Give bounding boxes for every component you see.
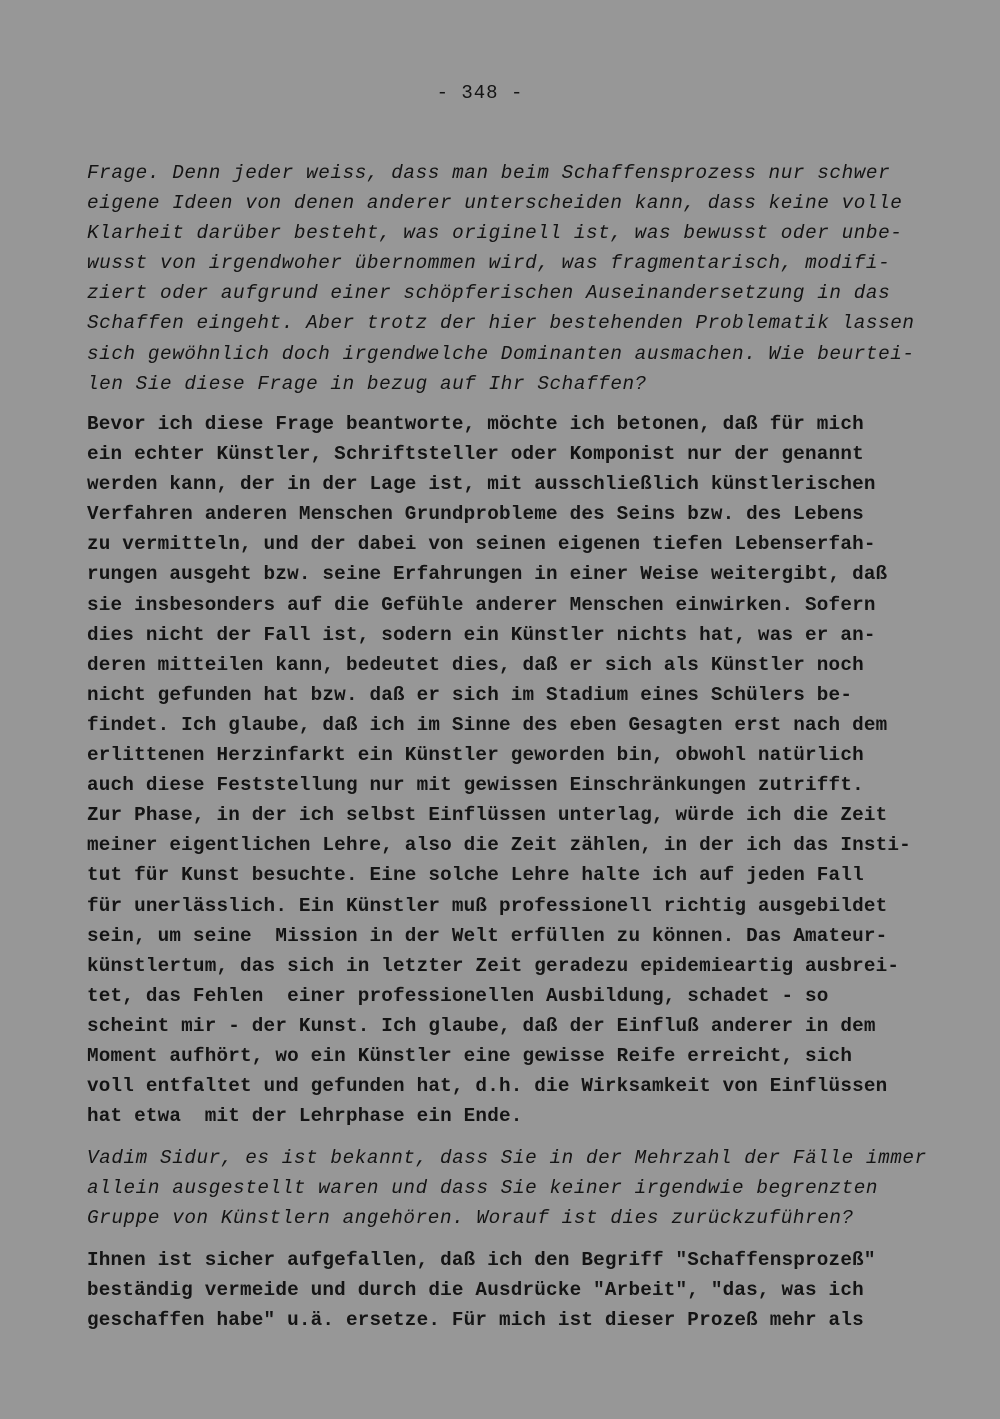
text-line: auch diese Feststellung nur mit gewissen Einschränkungen zutrifft. xyxy=(87,774,864,797)
text-line: werden kann, der in der Lage ist, mit ausschließlich künstlerischen xyxy=(87,473,876,496)
text-line: Gruppe von Künstlern angehören. Worauf ist dies zurückzuführen? xyxy=(87,1207,854,1230)
text-line: beständig vermeide und durch die Ausdrücke "Arbeit", "das, was ich xyxy=(87,1279,864,1302)
text-line: Moment aufhört, wo ein Künstler eine gewisse Reife erreicht, sich xyxy=(87,1044,853,1067)
answer-paragraph xyxy=(87,409,917,1131)
text-line: zu vermitteln, und der dabei von seinen eigenen tiefen Lebenserfah- xyxy=(87,533,876,556)
text-line: ziert oder aufgrund einer schöpferischen Auseinandersetzung in das xyxy=(87,282,891,305)
text-line: tet, das Fehlen einer professionellen Ausbildung, schadet - so xyxy=(87,984,829,1007)
answer-paragraph xyxy=(87,1245,917,1335)
text-line: hat etwa mit der Lehrphase ein Ende. xyxy=(87,1105,523,1128)
text-line: scheint mir - der Kunst. Ich glaube, daß der Einfluß anderer in dem xyxy=(87,1014,876,1037)
text-line: Frage. Denn jeder weiss, dass man beim Schaffensprozess nur schwer xyxy=(87,162,891,184)
text-line: Klarheit darüber besteht, was originell ist, was bewusst oder unbe- xyxy=(87,222,903,245)
text-line: voll entfaltet und gefunden hat, d.h. die Wirksamkeit von Einflüssen xyxy=(87,1075,888,1098)
text-line: allein ausgestellt waren und dass Sie keiner irgendwie begrenzten xyxy=(87,1177,879,1200)
text-line: Zur Phase, in der ich selbst Einflüssen unterlag, würde ich die Zeit xyxy=(87,804,888,827)
text-line: Schaffen eingeht. Aber trotz der hier bestehenden Problematik lassen xyxy=(87,312,915,335)
text-line: künstlertum, das sich in letzter Zeit geradezu epidemieartig ausbrei- xyxy=(87,954,900,977)
question-paragraph xyxy=(87,158,917,399)
text-line: sich gewöhnlich doch irgendwelche Dominanten ausmachen. Wie beurtei- xyxy=(87,342,915,365)
text-line: dies nicht der Fall ist, sodern ein Künstler nichts hat, was er an- xyxy=(87,623,876,646)
text-line: ein echter Künstler, Schriftsteller oder Komponist nur der genannt xyxy=(87,443,864,466)
text-line: Verfahren anderen Menschen Grundprobleme des Seins bzw. des Lebens xyxy=(87,503,864,526)
text-line: sie insbesonders auf die Gefühle anderer Menschen einwirken. Sofern xyxy=(87,593,876,616)
text-line: findet. Ich glaube, daß ich im Sinne des eben Gesagten erst nach dem xyxy=(87,713,888,736)
text-line: wusst von irgendwoher übernommen wird, was fragmentarisch, modifi- xyxy=(87,252,891,275)
text-line: Ihnen ist sicher aufgefallen, daß ich den Begriff "Schaffensprozeß" xyxy=(87,1249,876,1271)
text-line: für unerlässlich. Ein Künstler muß professionell richtig ausgebildet xyxy=(87,894,888,917)
text-line: nicht gefunden hat bzw. daß er sich im Stadium eines Schülers be- xyxy=(87,683,853,706)
text-line: erlittenen Herzinfarkt ein Künstler geworden bin, obwohl natürlich xyxy=(87,744,864,767)
text-line: deren mitteilen kann, bedeutet dies, daß er sich als Künstler noch xyxy=(87,653,864,676)
text-line: len Sie diese Frage in bezug auf Ihr Schaffen? xyxy=(87,372,647,395)
text-line: sein, um seine Mission in der Welt erfüllen zu können. Das Amateur- xyxy=(87,924,888,947)
text-line: geschaffen habe" u.ä. ersetze. Für mich ist dieser Prozeß mehr als xyxy=(87,1309,864,1332)
text-line: eigene Ideen von denen anderer unterscheiden kann, dass keine volle xyxy=(87,192,903,215)
page-number: - 348 - xyxy=(436,82,524,104)
text-line: tut für Kunst besuchte. Eine solche Lehre halte ich auf jeden Fall xyxy=(87,864,864,887)
question-paragraph xyxy=(87,1143,927,1233)
text-line: rungen ausgeht bzw. seine Erfahrungen in einer Weise weitergibt, daß xyxy=(87,563,888,586)
text-line: Bevor ich diese Frage beantworte, möchte ich betonen, daß für mich xyxy=(87,413,864,435)
text-line: Vadim Sidur, es ist bekannt, dass Sie in der Mehrzahl der Fälle immer xyxy=(87,1147,927,1169)
text-line: meiner eigentlichen Lehre, also die Zeit zählen, in der ich das Insti- xyxy=(87,834,911,857)
